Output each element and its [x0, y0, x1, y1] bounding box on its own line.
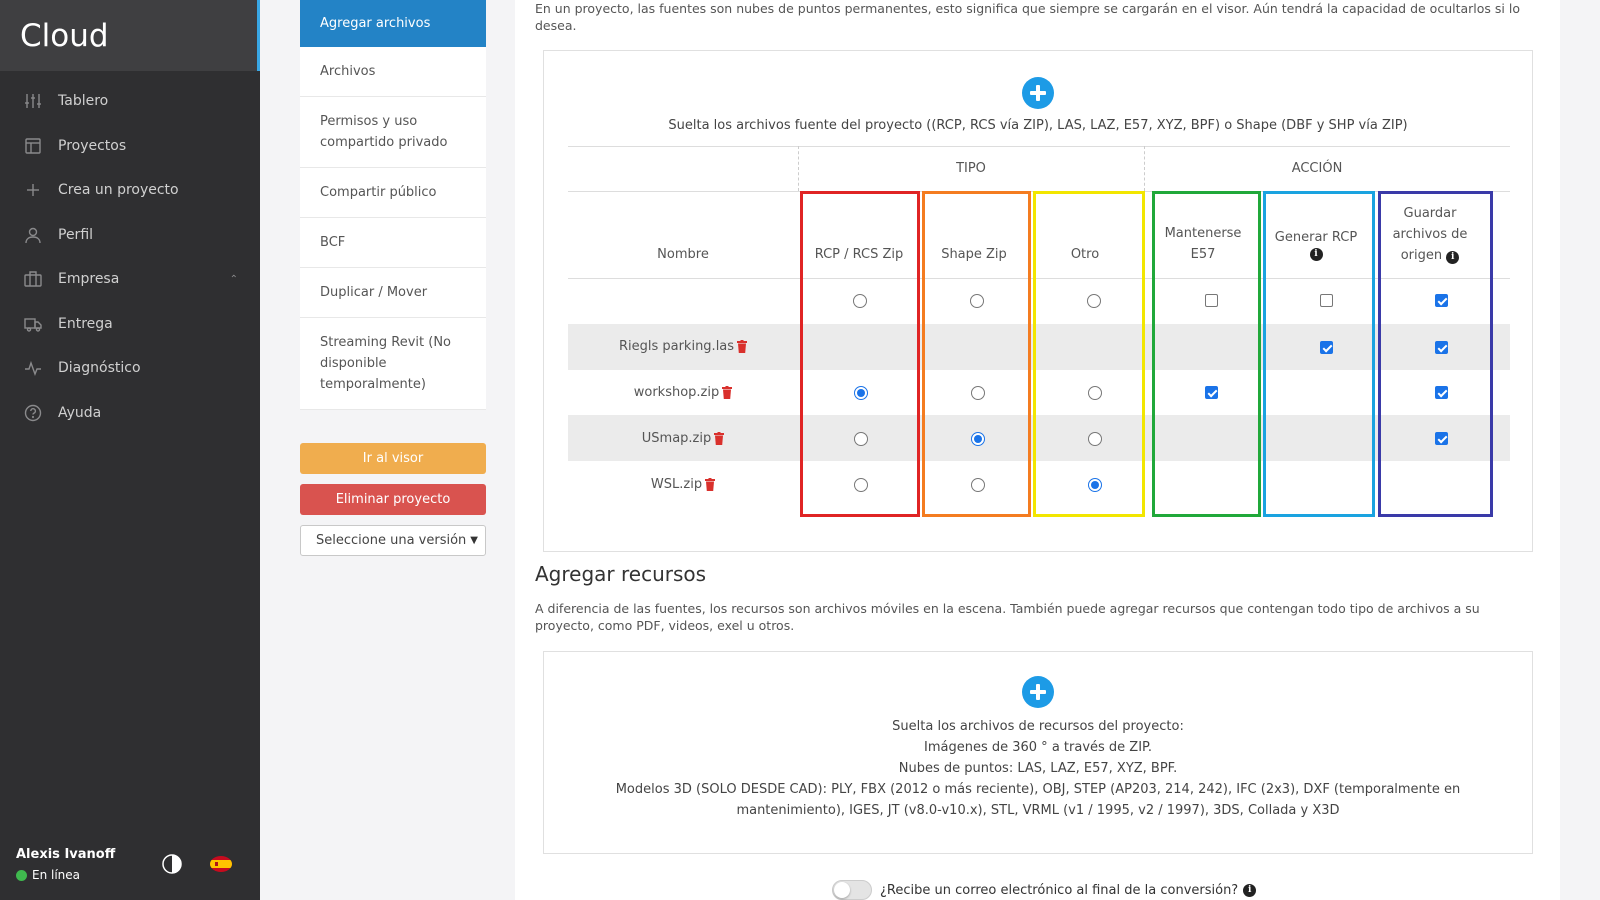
file-check-guardar[interactable] [1435, 341, 1448, 354]
plus-icon [24, 181, 42, 199]
resources-drop-line: Imágenes de 360 ° a través de ZIP. [924, 740, 1152, 755]
sources-dropzone[interactable] [543, 50, 1533, 552]
file-radio-otro[interactable] [1088, 432, 1102, 446]
col-header-shape: Shape Zip [941, 247, 1007, 262]
file-radio-rcp[interactable] [854, 386, 868, 400]
email-toggle-label: ¿Recibe un correo electrónico al final de la conversión? [880, 882, 1239, 898]
column-highlight-otro [1033, 191, 1145, 517]
subnav-item-agregar-archivos[interactable]: Agregar archivos [300, 0, 486, 47]
main-content [515, 0, 1560, 900]
col-header-guardar-line2: archivos de [1392, 227, 1468, 242]
resources-drop-text [544, 716, 1532, 821]
resources-title: Agregar recursos [535, 562, 707, 586]
sidebar-item-tablero[interactable] [0, 79, 260, 124]
bulk-radio-shape[interactable] [970, 294, 984, 308]
file-check-guardar[interactable] [1435, 386, 1448, 399]
column-highlight-generar [1263, 191, 1375, 517]
subnav-item-compartir-publico[interactable]: Compartir público [300, 168, 486, 218]
col-header-nombre: Nombre [657, 247, 709, 262]
bulk-check-guardar[interactable] [1435, 294, 1448, 307]
version-select[interactable] [300, 525, 486, 556]
delete-project-button[interactable]: Eliminar proyecto [300, 484, 486, 515]
sidebar-item-label: Tablero [58, 93, 109, 110]
sources-drop-text: Suelta los archivos fuente del proyecto ((RCP, RCS vía ZIP), LAS, LAZ, E57, XYZ, BPF) o Shape (DBF y SHP vía ZIP) [668, 118, 1408, 133]
brand-logo[interactable]: Cloud [0, 0, 260, 71]
subnav-item-streaming-revit[interactable]: Streaming Revit (No disponible temporalmente) [300, 318, 486, 410]
sliders-icon [24, 92, 42, 110]
building-icon [24, 270, 42, 288]
goto-viewer-button[interactable]: Ir al visor [300, 443, 486, 474]
group-header-tipo: TIPO [956, 161, 986, 176]
bulk-radio-rcp[interactable] [853, 294, 867, 308]
file-name-cell [568, 385, 798, 400]
file-radio-shape[interactable] [971, 478, 985, 492]
email-toggle-row [832, 880, 1256, 900]
status-dot [16, 870, 27, 881]
col-header-guardar-line3: origen i [1401, 245, 1460, 266]
file-name: Riegls parking.las [618, 339, 735, 354]
file-check-guardar[interactable] [1435, 432, 1448, 445]
column-highlight-rcp [800, 191, 920, 517]
user-icon [24, 226, 42, 244]
trash-icon[interactable] [705, 478, 715, 491]
column-highlight-guardar [1378, 191, 1493, 517]
sidebar-item-label: Proyectos [58, 137, 127, 154]
col-header-mantener-line2: E57 [1190, 246, 1216, 262]
column-highlight-shape [922, 191, 1031, 517]
file-check-generar[interactable] [1320, 341, 1333, 354]
column-highlight-mantener [1152, 191, 1261, 517]
layout-icon [24, 137, 42, 155]
col-header-generar-label: Generar RCP [1274, 229, 1358, 245]
activity-icon [24, 359, 42, 377]
subnav-list [300, 0, 486, 410]
resources-drop-line: Suelta los archivos de recursos del proyecto: [892, 719, 1184, 734]
add-source-plus-icon[interactable] [1022, 77, 1054, 109]
sidebar-item-ayuda[interactable] [0, 391, 260, 436]
sidebar-item-label: Diagnóstico [58, 360, 141, 377]
file-name-cell [568, 477, 798, 492]
sidebar-item-label: Ayuda [58, 404, 102, 421]
sources-intro: En un proyecto, las fuentes son nubes de puntos permanentes, esto significa que siempre se cargarán en el visor. Aún tendrá la capacidad de ocultarlos si lo desea. [535, 1, 1520, 33]
subnav-item-archivos[interactable]: Archivos [300, 47, 486, 97]
col-header-guardar-line1: Guardar [1403, 206, 1457, 221]
sidebar-item-label: Perfil [58, 226, 94, 243]
subnav-item-duplicar-mover[interactable]: Duplicar / Mover [300, 268, 486, 318]
chevron-down-icon: ▼ [470, 535, 478, 546]
sidebar-item-label: Crea un proyecto [58, 182, 179, 199]
info-icon[interactable]: i [1243, 884, 1256, 897]
user-box [16, 847, 115, 882]
subnav-item-permisos[interactable]: Permisos y uso compartido privado [300, 97, 486, 168]
file-name: WSL.zip [650, 477, 703, 492]
col-header-otro: Otro [1070, 247, 1100, 262]
file-radio-shape[interactable] [971, 386, 985, 400]
resources-intro: A diferencia de las fuentes, los recursos son archivos móviles en la escena. También puede agregar recursos que contengan todo tipo de archivos a su proyecto, como PDF, videos, exel u otros. [535, 601, 1480, 633]
file-radio-shape[interactable] [971, 432, 985, 446]
sidebar-item-crea-proyecto[interactable] [0, 168, 260, 213]
version-select-value: Seleccione una versión [316, 533, 466, 548]
file-name: USmap.zip [641, 431, 712, 446]
spain-flag-icon[interactable] [210, 856, 232, 872]
info-icon[interactable]: i [1446, 251, 1459, 264]
sidebar-item-proyectos[interactable] [0, 124, 260, 169]
sidebar-item-diagnostico[interactable] [0, 346, 260, 391]
help-circle-icon [24, 404, 42, 422]
trash-icon[interactable] [714, 432, 724, 445]
status-text: En línea [32, 868, 81, 882]
add-resource-plus-icon[interactable] [1022, 676, 1054, 708]
sidebar-item-entrega[interactable] [0, 302, 260, 347]
group-header-accion: ACCIÓN [1291, 161, 1343, 176]
bulk-check-generar[interactable] [1320, 294, 1333, 307]
resources-drop-line: mantenimiento), IGES, JT (v8.0-v10.x), STL, VRML (v1 / 1995, v2 / 1997), 3DS, Collada y X3D [736, 803, 1340, 818]
col-header-rcp: RCP / RCS Zip [814, 247, 904, 262]
info-icon[interactable]: i [1310, 248, 1323, 261]
sidebar-item-empresa[interactable] [0, 257, 260, 302]
subnav-item-bcf[interactable]: BCF [300, 218, 486, 268]
email-toggle[interactable] [832, 880, 872, 900]
bulk-check-mantener[interactable] [1205, 294, 1218, 307]
file-check-mantener[interactable] [1205, 386, 1218, 399]
file-radio-otro[interactable] [1088, 478, 1102, 492]
file-name: workshop.zip [633, 385, 720, 400]
file-radio-rcp[interactable] [854, 478, 868, 492]
resources-dropzone[interactable] [543, 651, 1533, 854]
user-name: Alexis Ivanoff [16, 847, 116, 862]
col-header-mantener-line1: Mantenerse [1164, 225, 1242, 241]
sidebar-item-label: Empresa [58, 271, 120, 288]
truck-icon [24, 315, 42, 333]
trash-icon[interactable] [722, 386, 732, 399]
user-status [16, 868, 115, 882]
resources-drop-line: Modelos 3D (SOLO DESDE CAD): PLY, FBX (2012 o más reciente), OBJ, STEP (AP203, 214, 242), IFC (2x3), DXF (temporalmente en [615, 782, 1461, 797]
project-subnav [300, 0, 486, 556]
trash-icon[interactable] [737, 340, 747, 353]
file-name-cell [568, 339, 798, 354]
resources-drop-line: Nubes de puntos: LAS, LAZ, E57, XYZ, BPF. [898, 761, 1178, 776]
file-radio-rcp[interactable] [854, 432, 868, 446]
sidebar-nav [0, 79, 260, 435]
file-radio-otro[interactable] [1088, 386, 1102, 400]
sidebar-item-perfil[interactable] [0, 213, 260, 258]
contrast-toggle-icon[interactable] [162, 854, 182, 874]
sidebar-item-label: Entrega [58, 315, 113, 332]
chevron-up-icon[interactable]: ⌃ [229, 273, 238, 285]
file-name-cell [568, 431, 798, 446]
sidebar [0, 0, 260, 900]
bulk-radio-otro[interactable] [1087, 294, 1101, 308]
